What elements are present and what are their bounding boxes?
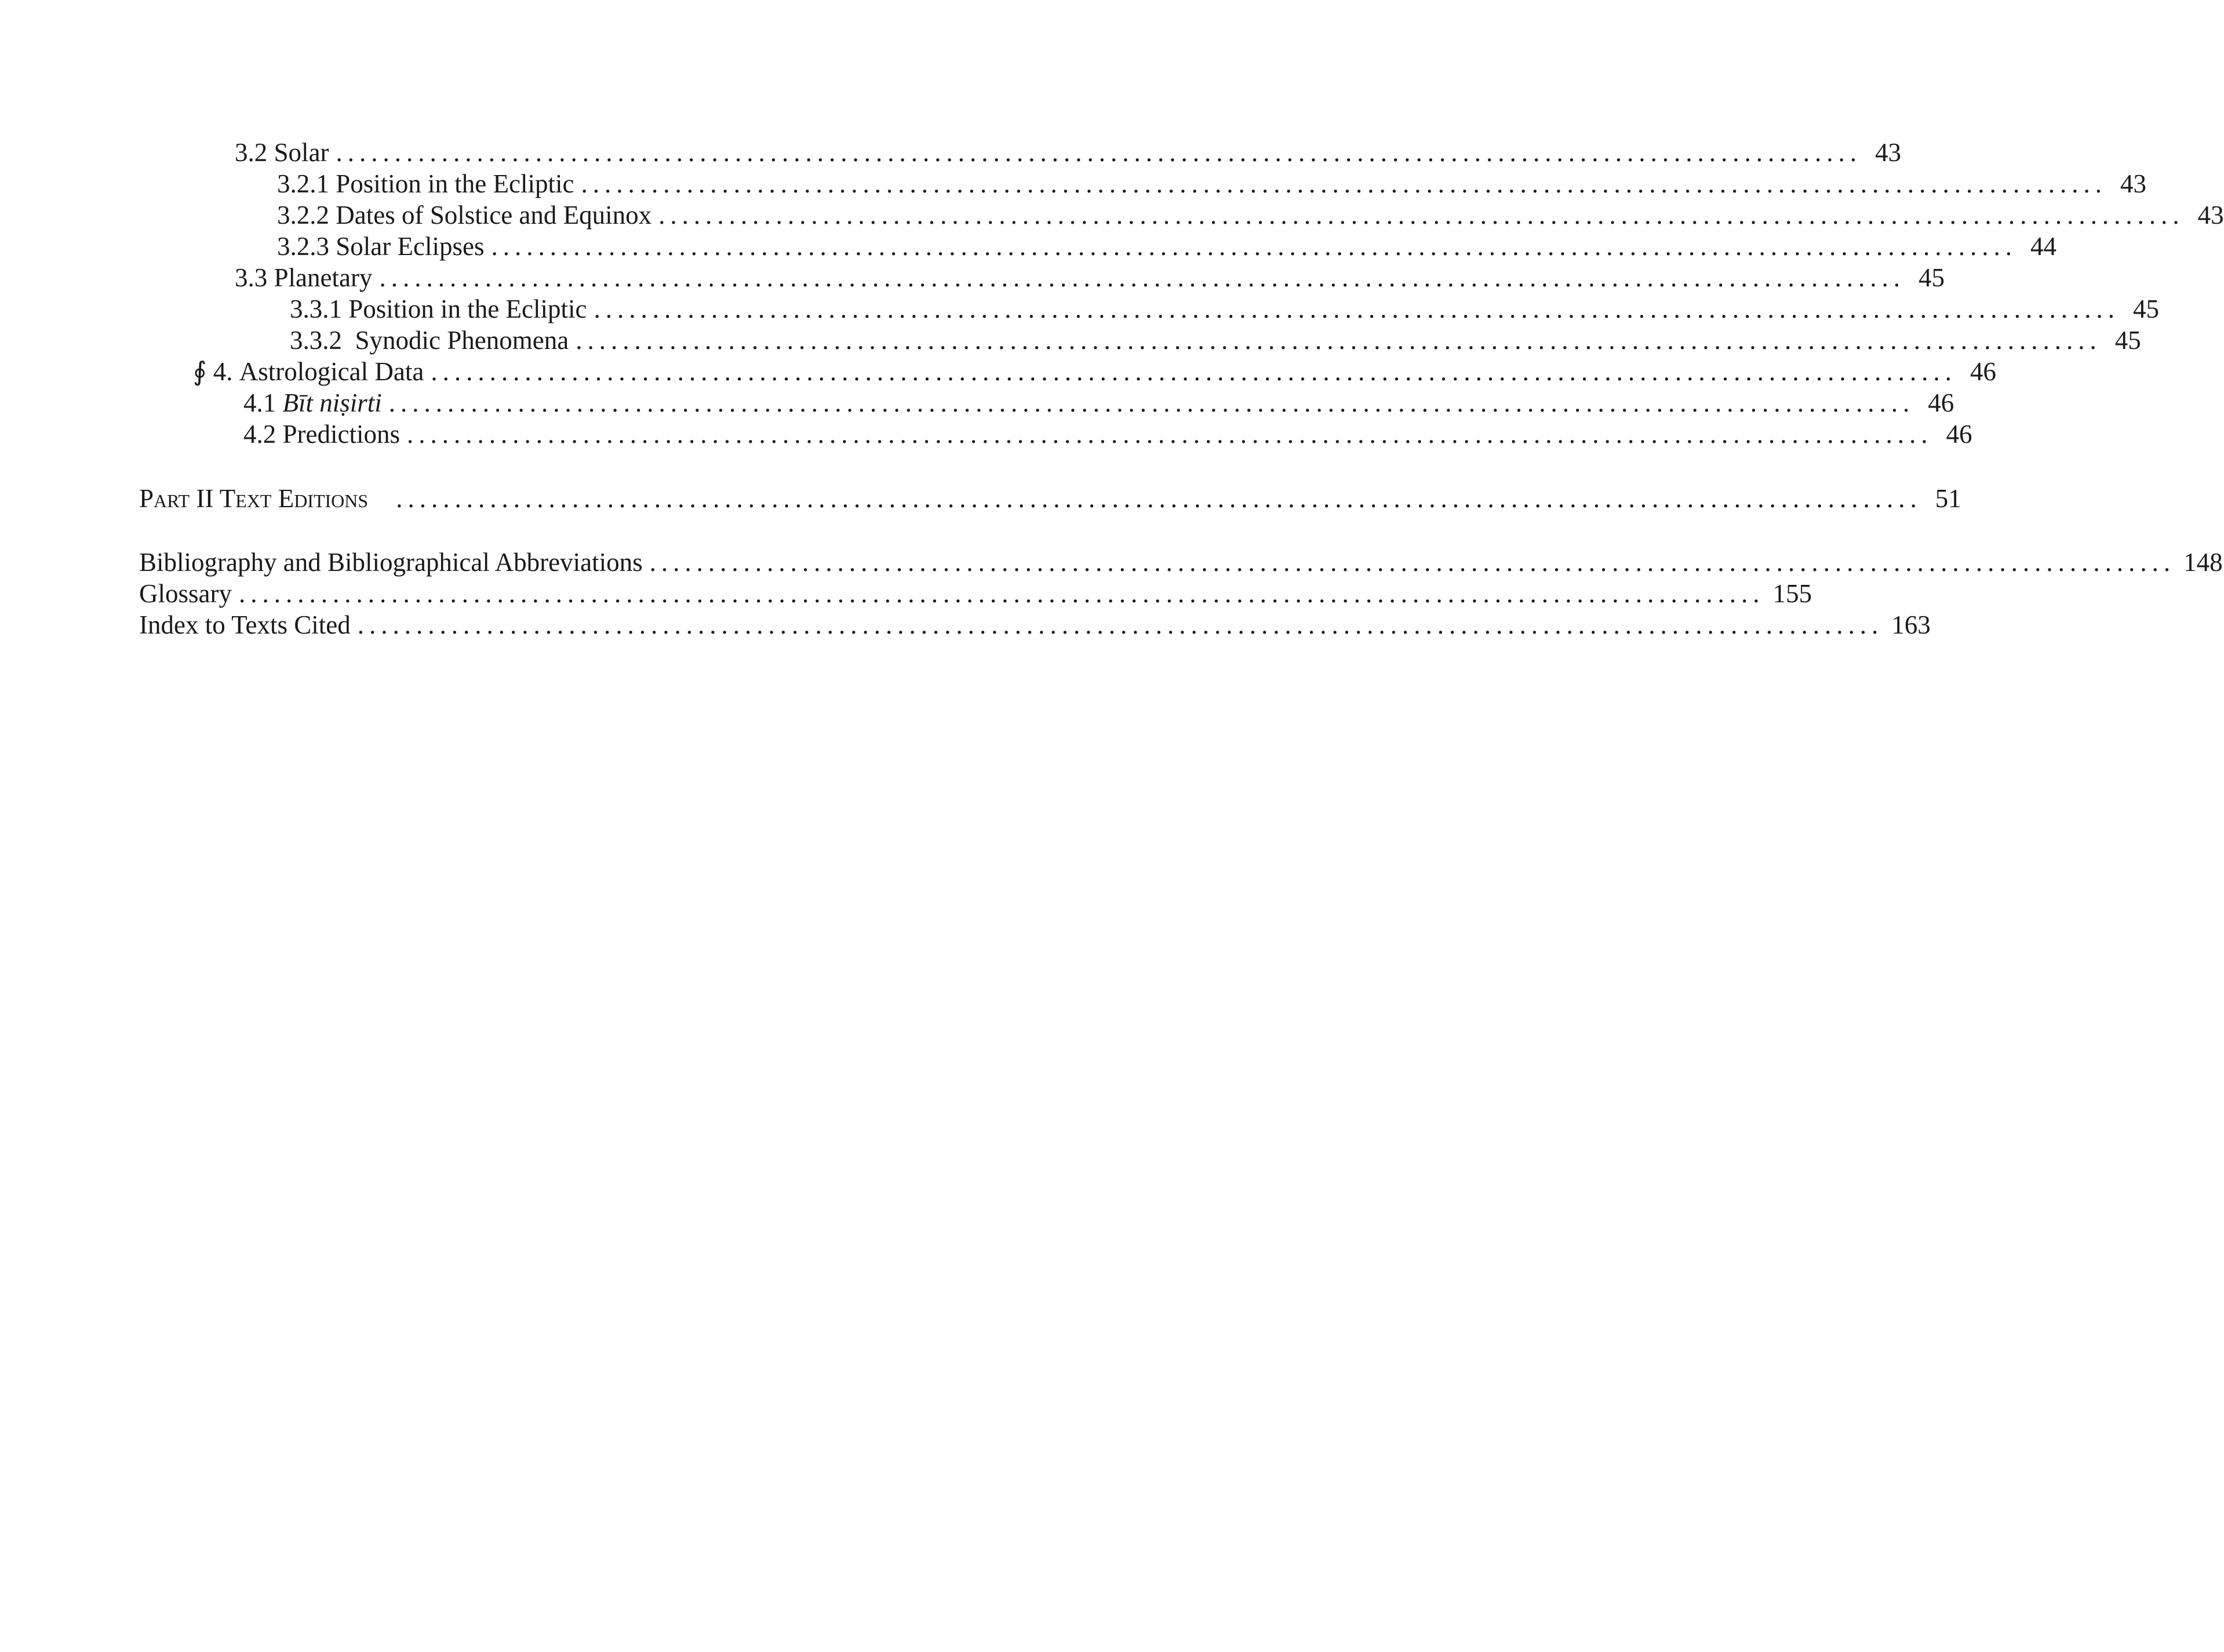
toc-entry-3-3-2[interactable] <box>290 325 2141 356</box>
entry-page-number: 43 <box>2197 201 2224 230</box>
entry-label <box>243 419 400 450</box>
toc-entry-3-2-1[interactable] <box>277 168 2146 199</box>
entry-number: ∮ 4. <box>193 357 233 386</box>
dot-leader: .................................................................................................................................. <box>357 610 1884 639</box>
entry-label <box>290 293 587 325</box>
entry-number: 3.2.3 <box>277 232 329 261</box>
entry-page-number: 148 <box>2183 548 2223 577</box>
entry-label <box>235 262 372 293</box>
entry-page-number: 46 <box>1946 420 1972 449</box>
entry-page-number: 44 <box>2030 232 2056 261</box>
entry-number: 3.3 <box>235 263 268 292</box>
toc-entry-section-4[interactable] <box>193 356 1996 387</box>
entry-number: 3.3.2 <box>290 326 342 355</box>
entry-title: Planetary <box>274 263 373 292</box>
entry-number: 3.2.1 <box>277 169 329 198</box>
entry-label <box>243 387 382 419</box>
dot-leader: .................................................................................................................................. <box>379 263 1905 292</box>
dot-leader: .................................................................................................................................. <box>491 232 2017 261</box>
entry-page-number: 45 <box>1918 263 1945 292</box>
toc-entry-3-2-2[interactable] <box>277 199 2224 231</box>
toc-entry-3-2[interactable] <box>235 137 1901 168</box>
entry-number: 3.3.1 <box>290 294 342 323</box>
toc-entry-3-3-1[interactable] <box>290 293 2159 325</box>
entry-label <box>277 231 484 262</box>
entry-title: Solar <box>274 138 329 167</box>
entry-label <box>277 199 651 231</box>
dot-leader: .................................................................................................................................. <box>576 326 2102 355</box>
toc-entry-3-2-3[interactable] <box>277 231 2056 262</box>
dot-leader: .................................................................................................................................. <box>238 579 1765 608</box>
dot-leader: .................................................................................................................................. <box>406 420 1933 449</box>
entry-label <box>277 168 574 199</box>
entry-number: 4.1 <box>243 388 276 417</box>
entry-page-number: 163 <box>1891 610 1931 639</box>
entry-page-number: 46 <box>1970 357 1996 386</box>
entry-number: 4.2 <box>243 420 276 449</box>
dot-leader: .................................................................................................................................. <box>658 201 2185 230</box>
dot-leader: .................................................................................................................................. <box>336 138 1862 167</box>
entry-label <box>290 325 569 356</box>
dot-leader: .................................................................................................................................. <box>431 357 1957 386</box>
entry-title: Position in the Ecliptic <box>336 169 574 198</box>
entry-page-number: 43 <box>1875 138 1901 167</box>
entry-title: Predictions <box>282 420 400 449</box>
entry-title: Bibliography and Bibliographical Abbreviations <box>139 548 643 577</box>
entry-label <box>193 356 424 387</box>
entry-page-number: 51 <box>1935 484 1961 513</box>
dot-leader: .................................................................................................................................. <box>396 484 1922 513</box>
entry-title: Bīt niṣirti <box>282 388 382 417</box>
dot-leader: .................................................................................................................................. <box>388 388 1915 417</box>
entry-page-number: 45 <box>2114 326 2141 355</box>
entry-page-number: 46 <box>1928 388 1954 417</box>
entry-title: Position in the Ecliptic <box>348 294 587 323</box>
dot-leader: .................................................................................................................................. <box>649 548 2176 577</box>
toc-entry-bibliography[interactable] <box>139 547 2223 578</box>
entry-label <box>235 137 329 168</box>
entry-title: Index to Texts Cited <box>139 610 351 639</box>
dot-leader: .................................................................................................................................. <box>594 294 2120 323</box>
entry-title: Astrological Data <box>239 357 424 386</box>
entry-title: Part II Text Editions <box>139 484 369 513</box>
entry-page-number: 43 <box>2120 169 2146 198</box>
dot-leader: .................................................................................................................................. <box>581 169 2107 198</box>
toc-entry-4-2[interactable] <box>243 419 1972 450</box>
toc-entry-4-1[interactable] <box>243 387 1954 419</box>
toc-entry-index[interactable] <box>139 609 1931 641</box>
entry-number: 3.2.2 <box>277 201 329 230</box>
toc-entry-3-3[interactable] <box>235 262 1945 293</box>
entry-title: Synodic Phenomena <box>355 326 569 355</box>
entry-page-number: 155 <box>1772 579 1812 608</box>
toc-entry-glossary[interactable] <box>139 578 1812 609</box>
entry-title: Dates of Solstice and Equinox <box>336 201 652 230</box>
entry-title: Glossary <box>139 579 232 608</box>
entry-number: 3.2 <box>235 138 268 167</box>
entry-title: Solar Eclipses <box>336 232 485 261</box>
toc-entry-part-2[interactable] <box>139 483 1961 514</box>
entry-page-number: 45 <box>2132 294 2159 323</box>
